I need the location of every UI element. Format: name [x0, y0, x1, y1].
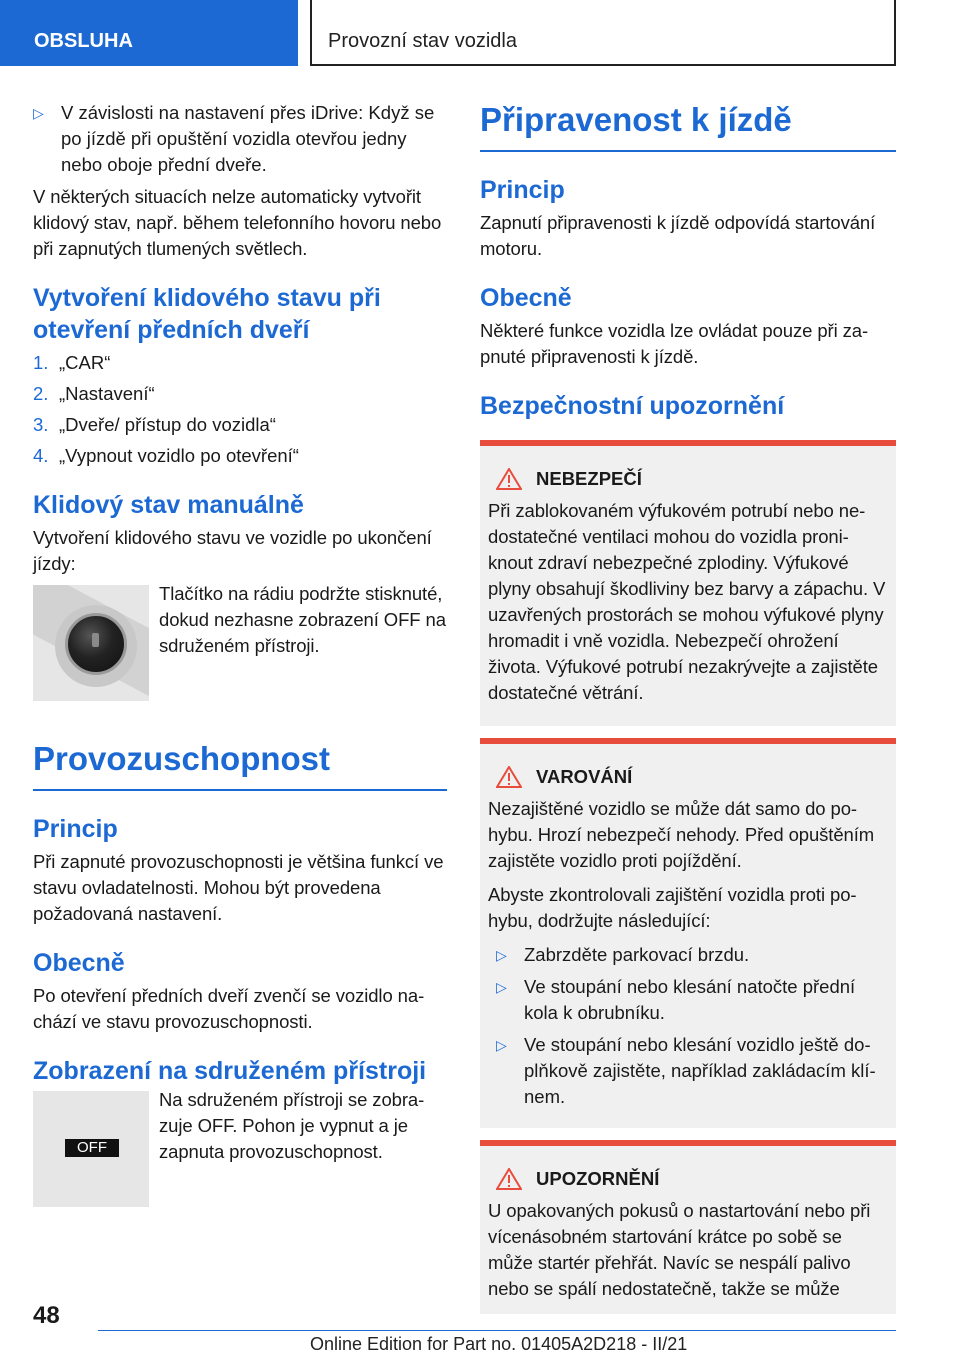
figure-row [33, 585, 447, 701]
step-number: 1. [33, 352, 49, 373]
bullet-text: Ve stoupání nebo klesání vozidlo ještě doplňkově zajistěte, například zakládacím klínem. [524, 1034, 876, 1107]
figure-caption: Na sdruženém přístroji se zobrazuje OFF. Pohon je vypnut a je zapnuta provozuschopnost. [159, 1089, 425, 1162]
heading-general: Obecně [33, 949, 125, 977]
step-number: 2. [33, 383, 49, 404]
heading-ready-to-drive: Připravenost k jízdě [480, 100, 896, 152]
notice-title [488, 1166, 886, 1192]
paragraph: Po otevření předních dveří zvenčí se vozidlo nachází ve stavu provozuschopnosti. [33, 985, 425, 1032]
step-text: „Nastavení“ [59, 383, 155, 404]
heading-principle: Princip [480, 176, 565, 204]
off-display-image [33, 1091, 149, 1207]
step-number: 4. [33, 445, 49, 466]
heading-principle: Princip [33, 815, 118, 843]
warning-title [488, 764, 886, 790]
edition-text: Online Edition for Part no. 01405A2D218 - II/21 [310, 1334, 688, 1354]
warning-text: Nezajištěné vozidlo se může dát samo do pohybu. Hrozí nebezpečí nehody. Před opuštěním zajistěte vozidlo proti pojíždění. [488, 798, 875, 871]
triangle-bullet-icon: ▷ [33, 105, 44, 121]
heading-display: Zobrazení na sdruženém přístroji [33, 1057, 427, 1085]
notice-text: U opakovaných pokusů o nastartování nebo při vícenásobném startování krátce po sobě se může startér přehřát. Navíc se nespálí palivo nebo se spálí nedostatečně, takže se může [488, 1200, 871, 1299]
danger-title [488, 466, 886, 492]
heading-safety: Bezpečnostní upozornění [480, 392, 785, 420]
danger-title-text: NEBEZPEČÍ [536, 468, 642, 489]
triangle-bullet-icon: ▷ [496, 979, 507, 995]
heading-create-rest-state: Vytvoření klidového stavu při otevření předních dveří [33, 284, 381, 344]
page-number: 48 [33, 1302, 60, 1329]
triangle-bullet-icon: ▷ [496, 947, 507, 963]
list-item [33, 100, 447, 178]
bullet-text: Ve stoupání nebo klesání natočte přední kola k obrubníku. [524, 976, 856, 1023]
step-number: 3. [33, 414, 49, 435]
paragraph: Při zapnuté provozuschopnosti je většina funkcí ve stavu ovladatelnosti. Mohou být provedena požadovaná nastavení. [33, 851, 444, 924]
list-item [33, 350, 447, 376]
step-text: „CAR“ [59, 352, 111, 373]
list-item [33, 412, 447, 438]
section-tab: OBSLUHA [0, 0, 298, 66]
bullet-text: V závislosti na nastavení přes iDrive: Když se po jízdě při opuštění vozidla otevřou jedny nebo oboje přední dveře. [61, 102, 435, 175]
heading-general: Obecně [480, 284, 572, 312]
page-footer [0, 1290, 960, 1362]
list-item [33, 381, 447, 407]
footer-divider [98, 1330, 896, 1331]
left-column [33, 100, 447, 1207]
figure-row [33, 1091, 447, 1207]
heading-operability: Provozuschopnost [33, 739, 447, 791]
triangle-bullet-icon: ▷ [496, 1037, 507, 1053]
warning-triangle-icon [496, 766, 522, 788]
warning-text: Abyste zkontrolovali zajištění vozidla proti pohybu, dodržujte následující: [488, 884, 857, 931]
warning-box [480, 738, 896, 1128]
paragraph: Vytvoření klidového stavu ve vozidle po ukončení jízdy: [33, 527, 432, 574]
paragraph: V některých situacích nelze automaticky vytvořit klidový stav, např. během telefonního hovoru nebo při zapnutých tlumených světlech. [33, 186, 442, 259]
list-item [488, 974, 886, 1026]
step-text: „Dveře/ přístup do vozidla“ [59, 414, 276, 435]
warning-triangle-icon [496, 468, 522, 490]
heading-manual-rest-state: Klidový stav manuálně [33, 491, 304, 519]
warning-triangle-icon [496, 1168, 522, 1190]
danger-box [480, 440, 896, 726]
radio-knob-image [33, 585, 149, 701]
list-item [33, 443, 447, 469]
notice-box [480, 1140, 896, 1314]
figure-caption: Tlačítko na rádiu podržte stisknuté, dokud nezhasne zobrazení OFF na sdruženém přístroji. [159, 583, 446, 656]
paragraph: Zapnutí připravenosti k jízdě odpovídá startování motoru. [480, 212, 876, 259]
paragraph: Některé funkce vozidla lze ovládat pouze při zapnuté připravenosti k jízdě. [480, 320, 869, 367]
list-item [488, 942, 886, 968]
notice-title-text: UPOZORNĚNÍ [536, 1168, 660, 1189]
chapter-title: Provozní stav vozidla [310, 0, 896, 66]
bullet-text: Zabrzděte parkovací brzdu. [524, 944, 750, 965]
warning-title-text: VAROVÁNÍ [536, 766, 633, 787]
off-indicator: OFF [65, 1139, 119, 1157]
step-text: „Vypnout vozidlo po otevření“ [59, 445, 299, 466]
page-header [0, 0, 960, 66]
danger-text: Při zablokovaném výfukovém potrubí nebo nedostatečné ventilaci mohou do vozidla proniknout zdraví nebezpečné zplodiny. Výfukové plyny obsahují škodliviny bez barvy a zápachu. V uzavřených prostorách se mohou výfukové plyny hromadit i vně vozidla. Nebezpečí ohrožení života. Výfukové potrubí nezakrývejte a zajistěte dostatečné větrání. [488, 500, 886, 703]
steps-list [33, 350, 447, 469]
right-column [480, 100, 896, 1326]
list-item [488, 1032, 886, 1110]
